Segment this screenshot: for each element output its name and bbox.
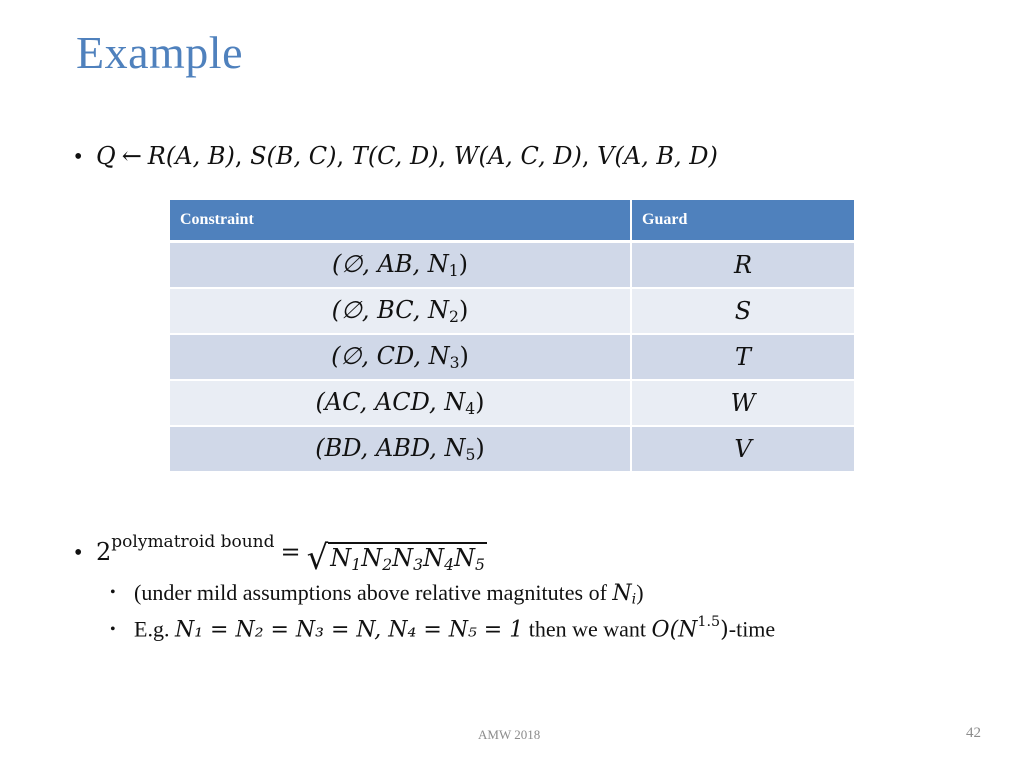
example-sub-bullet <box>110 614 775 643</box>
table-header-row <box>170 200 854 242</box>
bullet-dot: • <box>74 539 83 566</box>
table-row <box>170 380 854 426</box>
example-mid: then we want <box>523 616 652 642</box>
assumption-sub-bullet <box>110 580 644 608</box>
constraint-cell <box>170 334 631 380</box>
query-atom-args: (A, C, D) <box>478 142 582 170</box>
radicand-sub: 1 <box>351 555 362 574</box>
guard-cell: W <box>631 380 854 426</box>
guard-cell: S <box>631 288 854 334</box>
example-suffix: -time <box>728 616 776 642</box>
radicand-sub: 4 <box>444 555 454 574</box>
constraint-main: (∅, AB, N <box>331 250 449 279</box>
radicand-var: N <box>423 543 445 572</box>
footer-text: AMW 2018 <box>478 727 541 742</box>
query-atom-rel: V <box>597 142 615 170</box>
constraint-cell <box>170 426 631 472</box>
example-prefix: E.g. <box>134 616 175 642</box>
constraint-cell <box>170 242 631 289</box>
example-big-o-close: ) <box>720 617 729 643</box>
query-atom-rel: R <box>147 142 166 170</box>
constraint-close: ) <box>475 434 485 463</box>
constraint-main: (∅, BC, N <box>331 296 450 325</box>
query-atom-rel: T <box>351 142 368 170</box>
sqrt-expression <box>307 538 487 579</box>
constraint-close: ) <box>459 342 469 371</box>
query-atom-args: (A, B, D) <box>614 142 718 170</box>
example-equation: N₁ = N₂ = N₃ = N, N₄ = N₅ = 1 <box>174 617 524 643</box>
radicand-var: N <box>330 543 352 572</box>
radicand-sub: 3 <box>413 555 424 574</box>
constraint-close: ) <box>475 388 485 417</box>
query-atoms <box>148 144 718 170</box>
bullet-dot: • <box>74 144 83 170</box>
constraint-sub: 5 <box>465 445 476 464</box>
query-arrow: ← <box>121 142 142 170</box>
query-atom-rel: S <box>250 142 267 170</box>
bound-equals: = <box>280 537 301 566</box>
comma: , <box>581 142 598 170</box>
guard-cell: R <box>631 242 854 289</box>
constraint-guard-table <box>170 200 854 473</box>
constraint-sub: 4 <box>465 399 476 418</box>
query-atom-args: (A, B) <box>165 142 235 170</box>
assumption-var: N <box>612 581 632 606</box>
query-atom-args: (B, C) <box>266 142 337 170</box>
radicand-sub: 5 <box>474 555 485 574</box>
table-row <box>170 426 854 472</box>
constraint-main: (AC, ACD, N <box>315 388 466 417</box>
assumption-close: ) <box>636 580 644 605</box>
query-atom-rel: W <box>453 142 479 170</box>
constraint-sub: 3 <box>449 353 460 372</box>
table-row <box>170 334 854 380</box>
assumption-var-sub: i <box>631 591 637 608</box>
radicand-var: N <box>361 543 383 572</box>
assumption-text: (under mild assumptions above relative magnitutes of <box>134 580 613 605</box>
constraint-sub: 1 <box>448 261 459 280</box>
table-row <box>170 288 854 334</box>
guard-cell: T <box>631 334 854 380</box>
bound-exponent: polymatroid bound <box>111 532 275 552</box>
constraint-close: ) <box>458 296 469 325</box>
radicand-var: N <box>392 543 414 572</box>
example-big-o-exp: 1.5 <box>697 614 721 630</box>
header-guard: Guard <box>631 200 854 242</box>
constraint-sub: 2 <box>449 307 459 326</box>
constraint-main: (∅, CD, N <box>331 342 450 371</box>
constraint-cell <box>170 380 631 426</box>
example-big-o: O(N <box>651 617 698 643</box>
guard-cell: V <box>631 426 854 472</box>
radical-sign: √ <box>306 537 329 578</box>
comma: , <box>336 142 352 170</box>
sub-bullet-dot: • <box>110 620 116 638</box>
page-number: 42 <box>966 725 981 741</box>
constraint-close: ) <box>458 250 469 279</box>
radicand <box>328 542 487 579</box>
bound-bullet <box>74 532 487 579</box>
query-bullet <box>74 142 718 171</box>
radicand-var: N <box>453 543 475 572</box>
constraint-main: (BD, ABD, N <box>315 434 466 463</box>
query-atom-args: (C, D) <box>367 142 439 170</box>
sub-bullet-dot: • <box>110 584 116 601</box>
constraint-cell <box>170 288 631 334</box>
comma: , <box>438 142 454 170</box>
comma: , <box>234 142 251 170</box>
radicand-sub: 2 <box>382 555 393 574</box>
header-constraint: Constraint <box>170 200 631 242</box>
table-row <box>170 242 854 289</box>
bound-base: 2 <box>96 537 112 566</box>
query-head: Q <box>96 142 116 170</box>
slide-title: Example <box>76 27 243 78</box>
